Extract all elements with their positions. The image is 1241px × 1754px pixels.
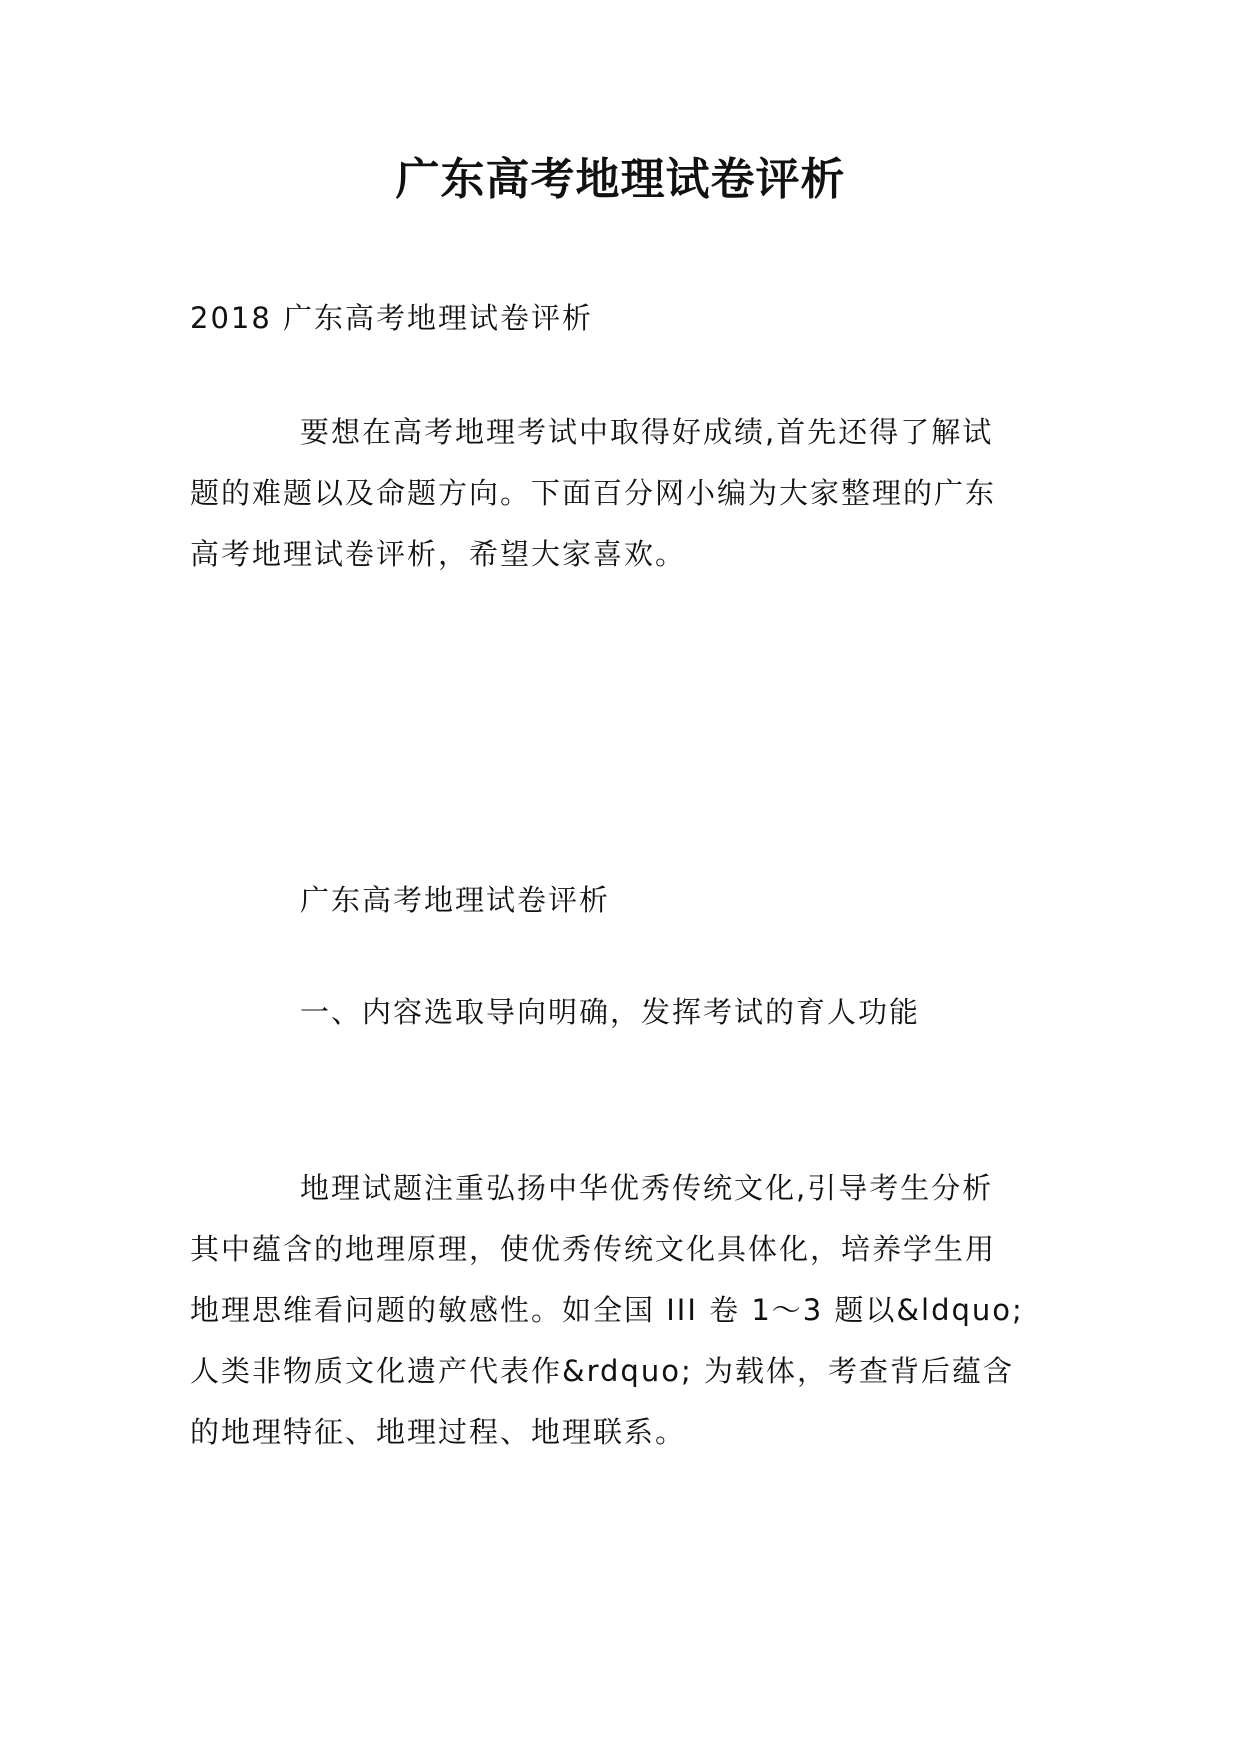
intro-line: 高考地理试卷评析，希望大家喜欢。 [190, 537, 687, 571]
body-line: 的地理特征、地理过程、地理联系。 [190, 1415, 687, 1449]
body-line: 人类非物质文化遗产代表作&rdquo; 为载体，考查背后蕴含 [190, 1354, 1014, 1388]
section-title: 广东高考地理试卷评析 [300, 883, 611, 917]
body-paragraph [190, 1158, 1050, 1463]
body-line: 地理试题注重弘扬中华优秀传统文化,引导考生分析 [300, 1171, 994, 1205]
body-line: 其中蕴含的地理原理，使优秀传统文化具体化，培养学生用 [190, 1232, 997, 1266]
document-subtitle: 2018 广东高考地理试卷评析 [190, 301, 594, 335]
intro-line: 要想在高考地理考试中取得好成绩,首先还得了解试 [300, 415, 994, 449]
body-line: 地理思维看问题的敏感性。如全国 III 卷 1～3 题以&ldquo; [190, 1293, 1024, 1327]
document-title: 广东高考地理试卷评析 [395, 154, 846, 205]
intro-line: 题的难题以及命题方向。下面百分网小编为大家整理的广东 [190, 476, 997, 510]
section-heading: 一、内容选取导向明确，发挥考试的育人功能 [300, 995, 921, 1029]
intro-paragraph [190, 402, 1050, 585]
